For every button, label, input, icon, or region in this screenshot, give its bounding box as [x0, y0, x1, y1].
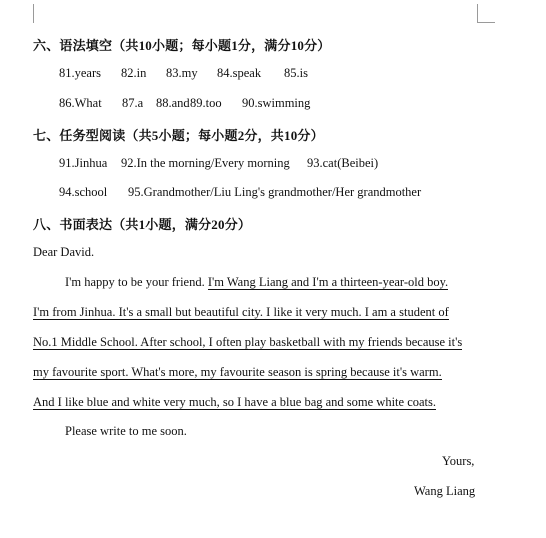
- crop-mark-top-right-vertical: [477, 4, 478, 23]
- section8-heading: 八、书面表达（共1小题，满分20分）: [33, 217, 252, 232]
- answer-87: 87.a: [122, 96, 144, 110]
- essay-line-3-text: No.1 Middle School. After school, I often play basketball with my friends because it's: [33, 335, 463, 349]
- essay-line-1-intro: I'm happy to be your friend.: [65, 275, 205, 289]
- section7-answers-row1: [59, 156, 378, 171]
- essay-line-2-text: I'm from Jinhua. It's a small but beautiful city. I like it very much. I am a student of: [33, 305, 449, 319]
- essay-line-3: [33, 332, 462, 352]
- answer-85: 85.is: [284, 66, 308, 80]
- section6-answers-row1: [59, 66, 308, 81]
- essay-line-2: [33, 302, 449, 322]
- answer-88: 88.and: [156, 96, 190, 110]
- essay-line-5: [33, 392, 436, 412]
- section7-answers-row2: [59, 185, 421, 200]
- answer-81: 81.years: [59, 66, 101, 80]
- essay-line-5-text: And I like blue and white very much, so I have a blue bag and some white coats.: [33, 395, 437, 409]
- letter-greeting: Dear David.: [33, 245, 95, 259]
- letter-closing: Please write to me soon.: [65, 424, 187, 438]
- answer-94: 94.school: [59, 185, 108, 199]
- letter-signature: Wang Liang: [414, 484, 476, 498]
- essay-line-1: [65, 272, 448, 292]
- essay-line-4: [33, 362, 442, 382]
- answer-93: 93.cat(Beibei): [307, 156, 379, 170]
- answer-95: 95.Grandmother/Liu Ling's grandmother/Her grandmother: [128, 185, 422, 199]
- answer-82: 82.in: [121, 66, 147, 80]
- crop-mark-top-left-vertical: [33, 4, 34, 23]
- section6-answers-row2: [59, 96, 310, 111]
- section6-heading: 六、语法填空（共10小题；每小题1分，满分10分）: [33, 38, 331, 53]
- answer-91: 91.Jinhua: [59, 156, 108, 170]
- answer-84: 84.speak: [217, 66, 262, 80]
- answer-92: 92.In the morning/Every morning: [121, 156, 290, 170]
- answer-89: 89.too: [190, 96, 222, 110]
- answer-86: 86.What: [59, 96, 102, 110]
- essay-line-1-underlined: I'm Wang Liang and I'm a thirteen-year-old boy.: [207, 275, 449, 289]
- section7-heading: 七、任务型阅读（共5小题；每小题2分，共10分）: [33, 128, 324, 143]
- crop-mark-top-right-horizontal: [477, 22, 495, 23]
- letter-signoff: Yours,: [442, 454, 475, 468]
- answer-83: 83.my: [166, 66, 198, 80]
- answer-90: 90.swimming: [242, 96, 311, 110]
- essay-line-4-text: my favourite sport. What's more, my favourite season is spring because it's warm.: [33, 365, 442, 379]
